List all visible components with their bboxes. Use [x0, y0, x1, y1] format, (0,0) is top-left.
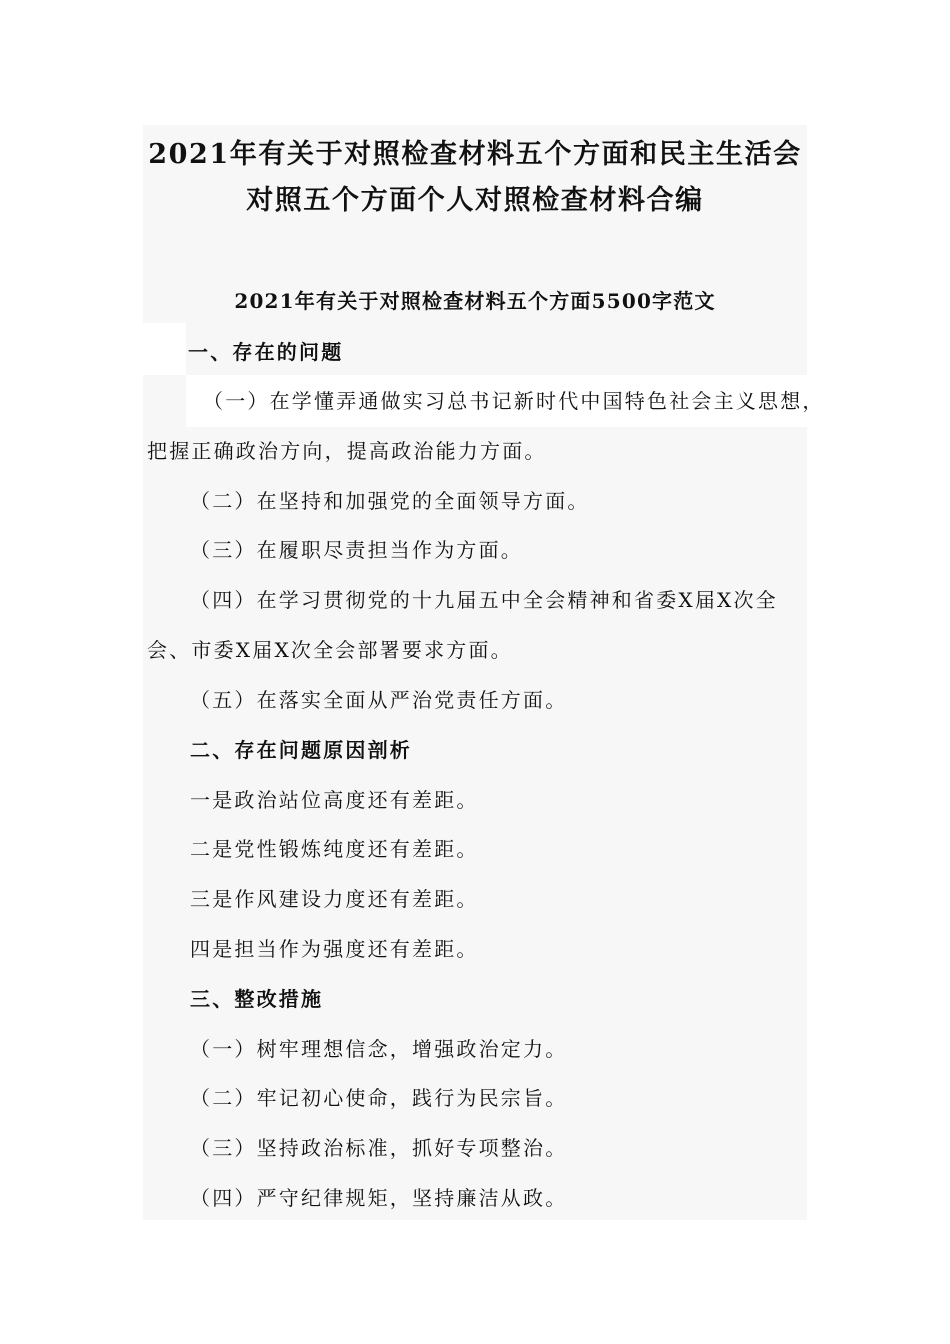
document-title-line-2: 对照五个方面个人对照检查材料合编 — [246, 185, 704, 216]
paragraph-line: 会、市委X届X次全会部署要求方面。 — [147, 638, 513, 662]
paragraph-line: 把握正确政治方向，提高政治能力方面。 — [147, 439, 547, 463]
paragraph-line: （四）严守纪律规矩，坚持廉洁从政。 — [190, 1186, 568, 1210]
paragraph-line: （三）坚持政治标准，抓好专项整治。 — [190, 1136, 568, 1160]
paragraph-line: （四）在学习贯彻党的十九届五中全会精神和省委X届X次全 — [190, 588, 778, 612]
paragraph-line: （二）在坚持和加强党的全面领导方面。 — [190, 489, 590, 513]
paragraph-line: 二是党性锻炼纯度还有差距。 — [190, 837, 479, 861]
section-heading-measures: 三、整改措施 — [190, 987, 324, 1011]
paragraph-line: （三）在履职尽责担当作为方面。 — [190, 538, 523, 562]
document-subtitle: 2021年有关于对照检查材料五个方面5500字范文 — [234, 289, 716, 313]
paragraph-line: 四是担当作为强度还有差距。 — [190, 937, 479, 961]
paragraph-line: （二）牢记初心使命，践行为民宗旨。 — [190, 1086, 568, 1110]
section-heading-problems: 一、存在的问题 — [188, 340, 344, 364]
paragraph-line: 一是政治站位高度还有差距。 — [190, 788, 479, 812]
paragraph-line: （五）在落实全面从严治党责任方面。 — [190, 688, 568, 712]
paragraph-line: （一）在学懂弄通做实习总书记新时代中国特色社会主义思想， — [203, 389, 825, 413]
document-title-line-1: 2021年有关于对照检查材料五个方面和民主生活会 — [148, 139, 802, 170]
paragraph-line: 三是作风建设力度还有差距。 — [190, 887, 479, 911]
page-notch — [143, 323, 186, 375]
section-heading-causes: 二、存在问题原因剖析 — [190, 738, 412, 762]
paragraph-line: （一）树牢理想信念，增强政治定力。 — [190, 1037, 568, 1061]
